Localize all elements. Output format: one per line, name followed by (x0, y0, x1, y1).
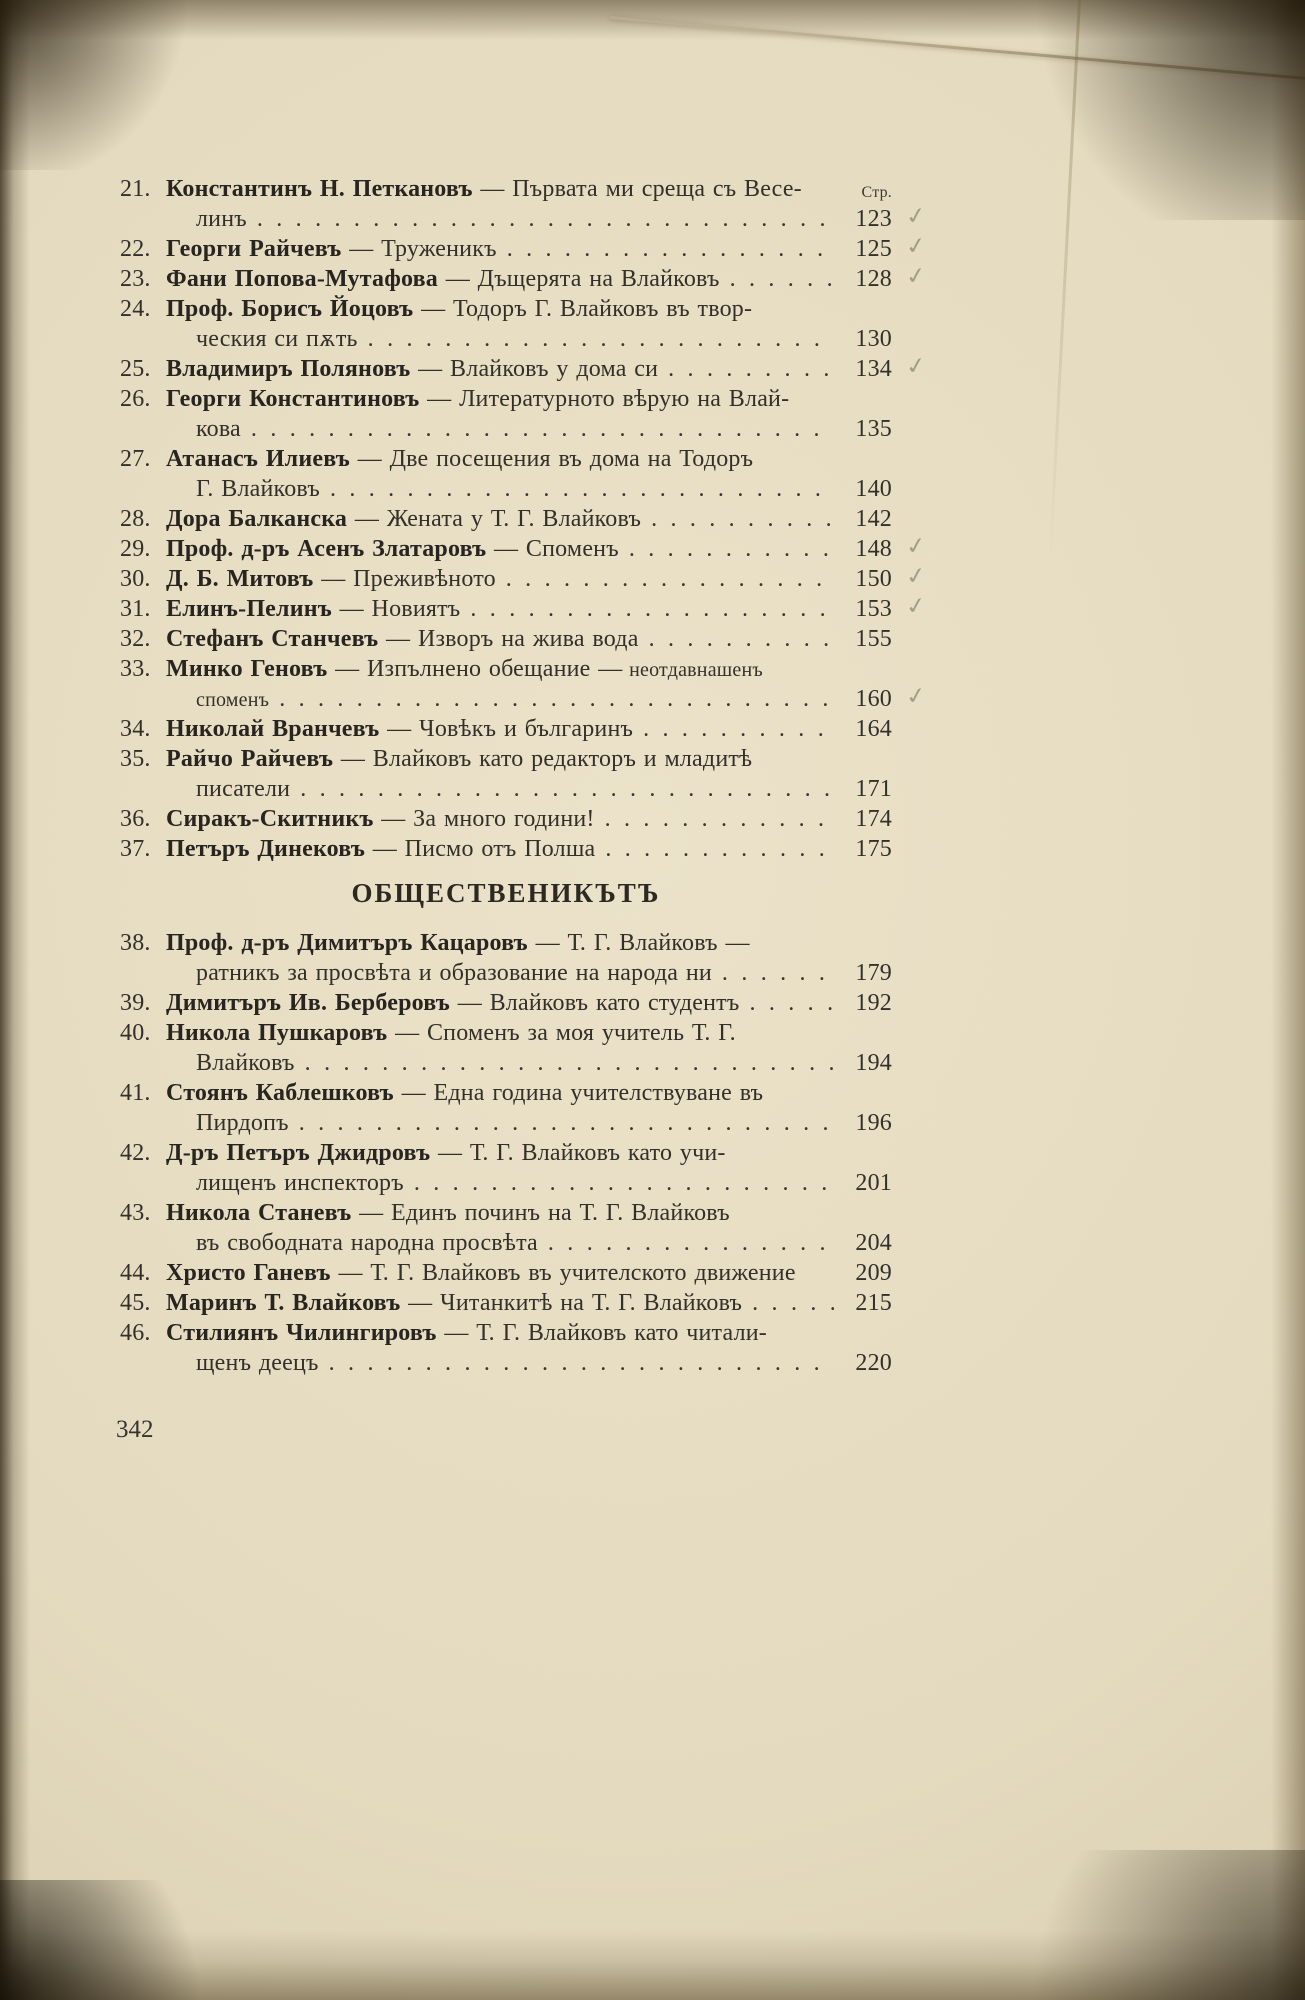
dot-leader (605, 834, 834, 864)
dot-leader (651, 504, 834, 534)
toc-line (120, 414, 892, 444)
entry-page-number: 215 (855, 1290, 892, 1316)
entry-page-number: 220 (855, 1350, 892, 1376)
entry-text: Стоянъ Каблешковъ — Една година учителствуване въ (166, 1080, 764, 1106)
entry-number: 39. (120, 990, 151, 1016)
dot-leader (506, 564, 834, 594)
entry-author: Никола Пушкаровъ (166, 1020, 396, 1046)
entry-page-number: 142 (855, 506, 892, 532)
entry-text: Маринъ Т. Влайковъ — Читанкитѣ на Т. Г. Влайковъ (166, 1290, 743, 1316)
page-bottom-edge-shadow (0, 1930, 1305, 2000)
toc-sections (120, 174, 930, 1378)
entry-page-number: 201 (855, 1170, 892, 1196)
entry-page-number: 125 (855, 236, 892, 262)
toc-line (120, 201, 930, 234)
dot-leader (643, 714, 834, 744)
bottom-right-corner-shadow (975, 1850, 1305, 2000)
entry-author: Никола Станевъ (166, 1200, 360, 1226)
entry-page-number: 123 (855, 206, 892, 232)
entry-page-number: 164 (855, 716, 892, 742)
entry-number: 28. (120, 506, 151, 532)
section-heading: ОБЩЕСТВЕНИКЪТЪ (351, 878, 661, 908)
entry-text: Никола Пушкаровъ — Споменъ за моя учитель Т. Г. (166, 1020, 736, 1046)
toc-line (120, 1288, 892, 1318)
entry-number: 22. (120, 236, 151, 262)
entry-author: Минко Геновъ (166, 656, 336, 682)
entry-text: Елинъ-Пелинъ — Новиятъ (166, 596, 461, 622)
entry-text (196, 684, 269, 715)
dot-leader (279, 684, 834, 714)
entry-page-number: 135 (855, 416, 892, 442)
entry-text: Георги Константиновъ — Литературното вѣрую на Влай- (166, 386, 790, 412)
dot-leader (257, 204, 834, 234)
entry-subtitle-small: неотдавнашенъ (622, 659, 763, 681)
entry-page-number: 196 (855, 1110, 892, 1136)
pencil-checkmark: ✓ (903, 681, 930, 710)
toc-line (120, 444, 892, 474)
entry-text: линъ (196, 206, 247, 232)
dot-leader (749, 988, 834, 1018)
dot-leader (414, 1168, 834, 1198)
toc-line (120, 474, 892, 504)
entry-page-number: 175 (855, 836, 892, 862)
entry-number: 40. (120, 1020, 151, 1046)
entry-author: Маринъ Т. Влайковъ (166, 1290, 409, 1316)
paper-crease-vertical (1049, 0, 1081, 559)
dot-leader (299, 1108, 834, 1138)
bottom-left-corner-shadow (0, 1880, 260, 2000)
entry-number: 46. (120, 1320, 151, 1346)
entry-page-number: 153 (855, 596, 892, 622)
entry-text: лищенъ инспекторъ (196, 1170, 404, 1196)
entry-page-number: 192 (855, 990, 892, 1016)
toc-line (120, 624, 892, 654)
toc-line (120, 324, 892, 354)
entry-text: Фани Попова-Мутафова — Дъщерята на Влайковъ (166, 266, 720, 292)
entry-number: 23. (120, 266, 151, 292)
folio-page-number: 342 (116, 1416, 154, 1443)
entry-page-number: 174 (855, 806, 892, 832)
entry-text: кова (196, 416, 241, 442)
entry-text: Проф. Борисъ Йоцовъ — Тодоръ Г. Влайковъ въ твор- (166, 296, 753, 322)
toc-line (120, 174, 892, 204)
dot-leader (548, 1228, 834, 1258)
page-right-edge-shadow (1271, 0, 1305, 2000)
dot-leader (605, 804, 834, 834)
entry-author: Елинъ-Пелинъ (166, 596, 340, 622)
entry-author: Проф. д-ръ Асенъ Златаровъ (166, 536, 495, 562)
toc-line (120, 231, 930, 264)
entry-text: Проф. д-ръ Димитъръ Кацаровъ — Т. Г. Влайковъ — (166, 930, 750, 956)
entry-page-number: 128 (855, 266, 892, 292)
entry-author: Д-ръ Петъръ Джидровъ (166, 1140, 438, 1166)
dot-leader (305, 1048, 834, 1078)
toc-line (120, 1018, 892, 1048)
toc-line (120, 928, 892, 958)
toc-line (120, 804, 892, 834)
entry-text: ческия си пѫть (196, 326, 358, 352)
entry-text: Д-ръ Петъръ Джидровъ — Т. Г. Влайковъ като учи- (166, 1140, 726, 1166)
entry-page-number: 148 (855, 536, 892, 562)
dot-leader (251, 414, 834, 444)
dot-leader (629, 534, 834, 564)
entry-page-number: 204 (855, 1230, 892, 1256)
dot-leader (329, 1348, 834, 1378)
toc-content (120, 174, 930, 1378)
entry-text: Никола Станевъ — Единъ починъ на Т. Г. Влайковъ (166, 1200, 730, 1226)
entry-number: 21. (120, 176, 151, 202)
toc-line (120, 591, 930, 624)
toc-line (120, 294, 892, 324)
entry-number: 44. (120, 1260, 151, 1286)
toc-line (120, 1348, 892, 1378)
entry-text: въ свободната народна просвѣта (196, 1230, 538, 1256)
entry-number: 32. (120, 626, 151, 652)
toc-line (120, 1048, 892, 1078)
entry-author: Владимиръ Поляновъ (166, 356, 419, 382)
entry-page-number: 160 (855, 686, 892, 712)
entry-text: Г. Влайковъ (196, 476, 320, 502)
entry-author: Дора Балканска (166, 506, 355, 532)
entry-subtitle-small: споменъ (196, 689, 270, 711)
toc-line (120, 654, 892, 684)
entry-text: Константинъ Н. Петкановъ — Първата ми среща съ Весе- (166, 176, 802, 202)
entry-author: Проф. д-ръ Димитъръ Кацаровъ (166, 930, 536, 956)
entry-text: Христо Ганевъ — Т. Г. Влайковъ въ учителското движение (166, 1260, 796, 1286)
entry-text: Димитъръ Ив. Берберовъ — Влайковъ като студентъ (166, 990, 740, 1016)
entry-text: Влайковъ (196, 1050, 295, 1076)
page-gutter-shadow (0, 0, 30, 2000)
dot-leader (649, 624, 834, 654)
entry-author: Димитъръ Ив. Берберовъ (166, 990, 458, 1016)
toc-line (120, 384, 892, 414)
entry-text: Минко Геновъ — Изпълнено обещание — неотдавнашенъ (166, 656, 763, 682)
entry-page-number: 134 (855, 356, 892, 382)
toc-line (120, 774, 892, 804)
entry-author: Сиракъ-Скитникъ (166, 806, 382, 832)
entry-page-number: 209 (855, 1260, 892, 1286)
dot-leader (368, 324, 834, 354)
toc-line (120, 1078, 892, 1108)
entry-text: Проф. д-ръ Асенъ Златаровъ — Споменъ (166, 536, 619, 562)
entry-author: Фани Попова-Мутафова (166, 266, 446, 292)
entry-text: Пирдопъ (196, 1110, 289, 1136)
toc-line (120, 1258, 892, 1288)
toc-line (120, 504, 892, 534)
toc-line (120, 988, 892, 1018)
entry-number: 24. (120, 296, 151, 322)
entry-text: Атанасъ Илиевъ — Две посещения въ дома на Тодоръ (166, 446, 754, 472)
entry-text: ратникъ за просвѣта и образование на народа ни (196, 960, 712, 986)
entry-page-number: 179 (855, 960, 892, 986)
entry-text: писатели (196, 776, 291, 802)
dot-leader (668, 354, 834, 384)
dot-leader (752, 1288, 834, 1318)
entry-author: Стоянъ Каблешковъ (166, 1080, 402, 1106)
entry-number: 30. (120, 566, 151, 592)
dot-leader (330, 474, 834, 504)
dot-leader (470, 594, 834, 624)
toc-line (120, 1108, 892, 1138)
toc-line (120, 351, 930, 384)
entry-text: Георги Райчевъ — Труженикъ (166, 236, 497, 262)
page-column-header: Стр. (861, 184, 892, 201)
entry-page-number: 150 (855, 566, 892, 592)
entry-page-number: 194 (855, 1050, 892, 1076)
toc-line (120, 744, 892, 774)
toc-line (120, 714, 892, 744)
toc-line (120, 958, 892, 988)
entry-text: Сиракъ-Скитникъ — За много години! (166, 806, 595, 832)
entry-author: Петъръ Динековъ (166, 836, 373, 862)
entry-author: Стефанъ Станчевъ (166, 626, 387, 652)
pencil-checkmark: ✓ (903, 201, 930, 230)
entry-number: 27. (120, 446, 151, 472)
entry-author: Николай Вранчевъ (166, 716, 388, 742)
toc-line (120, 1138, 892, 1168)
entry-page-number: 130 (855, 326, 892, 352)
entry-number: 35. (120, 746, 151, 772)
page-top-edge-shadow (0, 0, 1305, 40)
entry-text: Стилиянъ Чилингировъ — Т. Г. Влайковъ като читали- (166, 1320, 767, 1346)
pencil-checkmark: ✓ (903, 561, 930, 590)
entry-number: 33. (120, 656, 151, 682)
entry-author: Георги Райчевъ (166, 236, 350, 262)
entry-text: Петъръ Динековъ — Писмо отъ Полша (166, 836, 596, 862)
entry-page-number: 171 (855, 776, 892, 802)
entry-number: 36. (120, 806, 151, 832)
entry-author: Атанасъ Илиевъ (166, 446, 358, 472)
toc-line (120, 1318, 892, 1348)
entry-author: Стилиянъ Чилингировъ (166, 1320, 445, 1346)
toc-line (120, 561, 930, 594)
toc-line (120, 1198, 892, 1228)
pencil-checkmark: ✓ (903, 231, 930, 260)
entry-number: 42. (120, 1140, 151, 1166)
top-right-corner-shadow (1015, 0, 1305, 220)
pencil-checkmark: ✓ (903, 531, 930, 560)
entry-author: Д. Б. Митовъ (166, 566, 322, 592)
entry-number: 37. (120, 836, 151, 862)
dot-leader (722, 958, 834, 988)
toc-line (120, 1168, 892, 1198)
dot-leader (507, 234, 834, 264)
entry-author: Константинъ Н. Петкановъ (166, 176, 481, 202)
entry-text: Николай Вранчевъ — Човѣкъ и българинъ (166, 716, 634, 742)
entry-number: 45. (120, 1290, 151, 1316)
entry-author: Проф. Борисъ Йоцовъ (166, 296, 422, 322)
dot-leader (730, 264, 834, 294)
toc-line (120, 834, 892, 864)
entry-text: Владимиръ Поляновъ — Влайковъ у дома си (166, 356, 659, 382)
entry-number: 31. (120, 596, 151, 622)
top-left-corner-shadow (0, 0, 210, 170)
entry-author: Георги Константиновъ (166, 386, 428, 412)
dot-leader (300, 774, 834, 804)
pencil-checkmark: ✓ (903, 351, 930, 380)
toc-line (120, 1228, 892, 1258)
entry-number: 43. (120, 1200, 151, 1226)
pencil-checkmark: ✓ (903, 261, 930, 290)
entry-page-number: 155 (855, 626, 892, 652)
entry-number: 34. (120, 716, 151, 742)
entry-page-number: 140 (855, 476, 892, 502)
entry-number: 38. (120, 930, 151, 956)
pencil-checkmark: ✓ (903, 591, 930, 620)
entry-number: 26. (120, 386, 151, 412)
toc-line (120, 681, 930, 714)
paper-crease-diagonal (610, 16, 1305, 82)
entry-author: Христо Ганевъ (166, 1260, 339, 1286)
toc-line (120, 261, 930, 294)
entry-text: Райчо Райчевъ — Влайковъ като редакторъ и младитѣ (166, 746, 753, 772)
entry-number: 29. (120, 536, 151, 562)
entry-text: Д. Б. Митовъ — Преживѣното (166, 566, 496, 592)
entry-number: 25. (120, 356, 151, 382)
entry-number: 41. (120, 1080, 151, 1106)
entry-text: Стефанъ Станчевъ — Изворъ на жива вода (166, 626, 639, 652)
toc-line (120, 531, 930, 564)
entry-text: Дора Балканска — Жената у Т. Г. Влайковъ (166, 506, 642, 532)
entry-text: щенъ деецъ (196, 1350, 319, 1376)
entry-author: Райчо Райчевъ (166, 746, 341, 772)
